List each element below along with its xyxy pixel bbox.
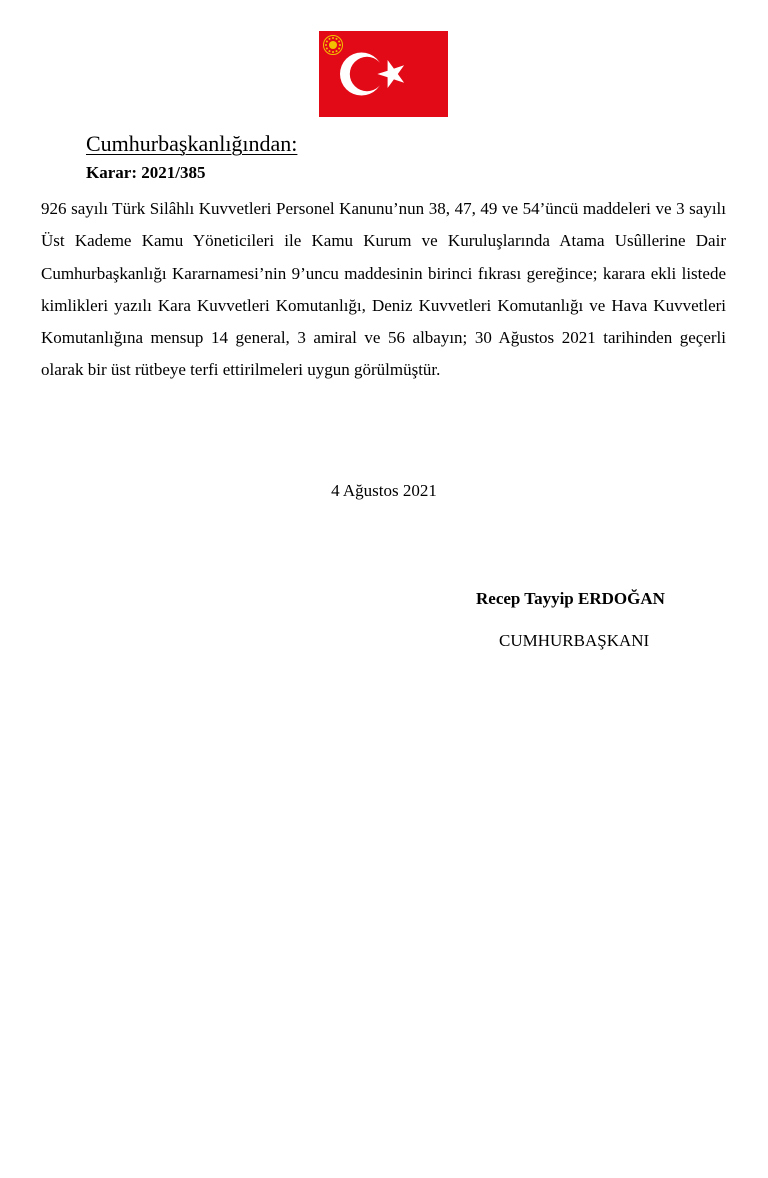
decree-number: Karar: 2021/385 bbox=[86, 163, 206, 182]
decree-date: 4 Ağustos 2021 bbox=[331, 481, 437, 500]
signatory-title: CUMHURBAŞKANI bbox=[499, 631, 650, 650]
presidential-seal-icon bbox=[324, 36, 343, 55]
decree-body-paragraph: 926 sayılı Türk Silâhlı Kuvvetleri Personel Kanunu’nun 38, 47, 49 ve 54’üncü maddeleri ve 3 sayılı Üst Kademe Kamu Yöneticileri ile Kamu Kurum ve Kuruluşlarında Atama Usûllerine Dair Cumhurbaşkanlığı Kararnamesi’nin 9’uncu maddesinin birinci fıkrası gereğince; karara ekli listede kimlikleri yazılı Kara Kuvvetleri Komutanlığı, Deniz Kuvvetleri Komutanlığı ve Hava Kuvvetleri Komutanlığına mensup 14 general, 3 amiral ve 56 albayın; 30 Ağustos 2021 tarihinden geçerli olarak bir üst rütbeye terfi ettirilmeleri uygun görülmüştür. bbox=[41, 199, 726, 380]
flag-graphic bbox=[319, 31, 448, 117]
signatory-name: Recep Tayyip ERDOĞAN bbox=[476, 589, 665, 608]
turkish-flag-icon bbox=[319, 31, 448, 117]
issuer-heading: Cumhurbaşkanlığından: bbox=[86, 131, 298, 156]
